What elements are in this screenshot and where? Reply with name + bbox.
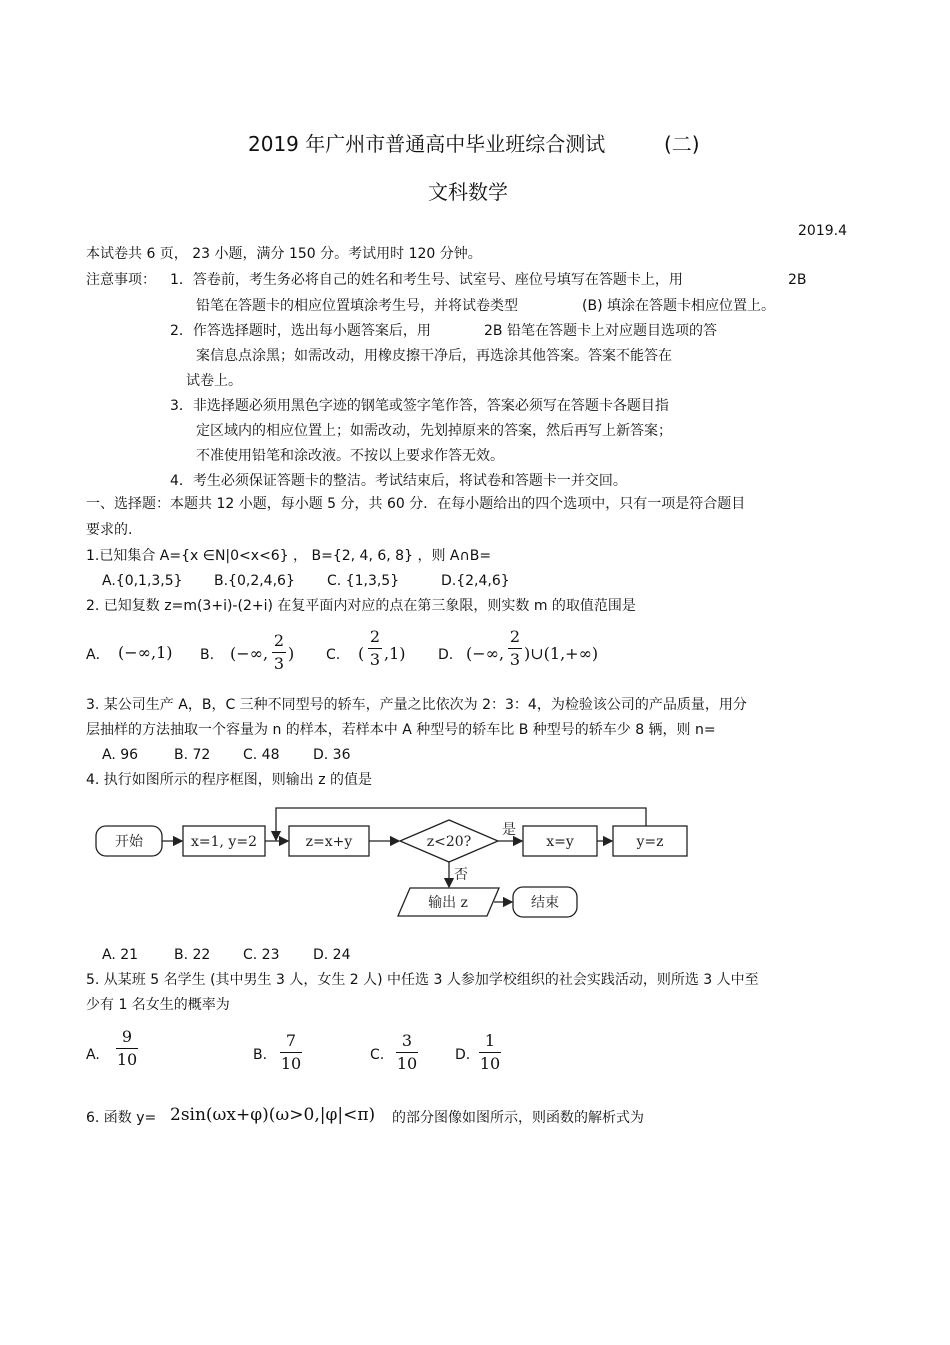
q3-option-a: A. 96 bbox=[102, 747, 139, 763]
q2-option-a-label: A． bbox=[86, 647, 110, 663]
q4-flowchart bbox=[90, 800, 700, 928]
flow-assign-z-label: z=x+y bbox=[305, 834, 353, 850]
note-2-line-3: 试卷上。 bbox=[186, 373, 242, 389]
q2-option-d-post: )∪(1,+∞) bbox=[524, 644, 599, 663]
flow-end-label: 结束 bbox=[531, 895, 559, 911]
flow-yes-label: 是 bbox=[502, 822, 516, 838]
q2-option-d-fraction bbox=[508, 628, 522, 669]
q5-option-b-fraction bbox=[280, 1032, 302, 1073]
q2-option-d-label: D. bbox=[438, 647, 454, 663]
fraction-bar bbox=[280, 1052, 302, 1053]
note-1-line-2: 铅笔在答题卡的相应位置填涂考生号，并将试卷类型 bbox=[196, 298, 518, 314]
q5-a-numerator: 9 bbox=[121, 1027, 133, 1046]
q1-option-a: A.{0,1,3,5} bbox=[102, 573, 183, 589]
q5-option-c-fraction bbox=[396, 1032, 418, 1073]
q4-option-d: D. 24 bbox=[313, 947, 351, 963]
q4-option-b: B. 22 bbox=[174, 947, 211, 963]
q5-d-denominator: 10 bbox=[479, 1054, 501, 1073]
note-1-line-2b: (B) 填涂在答题卡相应位置上。 bbox=[582, 298, 775, 314]
flow-assign-y-label: y=z bbox=[636, 834, 664, 850]
fraction-bar bbox=[272, 652, 286, 653]
flow-assign-x-label: x=y bbox=[546, 834, 574, 850]
q2-d-numerator: 2 bbox=[509, 627, 521, 646]
q5-option-b-label: B. bbox=[253, 1047, 268, 1063]
note-2-line-2: 案信息点涂黑；如需改动，用橡皮擦干净后，再选涂其他答案。答案不能答在 bbox=[196, 348, 672, 364]
section-1-heading: 一、选择题：本题共 12 小题，每小题 5 分，共 60 分．在每小题给出的四个选项中，只有一项是符合题目 bbox=[86, 496, 746, 512]
q1-option-c: C. {1,3,5} bbox=[327, 573, 400, 589]
note-3-line-3: 不准使用铅笔和涂改液。不按以上要求作答无效。 bbox=[196, 448, 504, 464]
q4-option-a: A. 21 bbox=[102, 947, 139, 963]
q2-option-c-post: ,1) bbox=[384, 644, 406, 663]
q2-d-denominator: 3 bbox=[509, 650, 521, 669]
q3-stem-line-2: 层抽样的方法抽取一个容量为 n 的样本，若样本中 A 种型号的轿车比 B 种型号的轿车少 8 辆，则 n= bbox=[86, 722, 716, 738]
q2-option-a-expr: (−∞,1) bbox=[118, 643, 173, 662]
q5-a-denominator: 10 bbox=[116, 1050, 138, 1069]
q2-stem: 2. 已知复数 z=m(3+i)-(2+i) 在复平面内对应的点在第三象限，则实数 m 的取值范围是 bbox=[86, 598, 636, 614]
q3-option-d: D. 36 bbox=[313, 747, 351, 763]
q2-option-b-pre: (−∞, bbox=[230, 644, 269, 663]
flow-no-label: 否 bbox=[454, 867, 468, 883]
q3-option-c: C. 48 bbox=[243, 747, 280, 763]
fraction-bar bbox=[368, 648, 382, 649]
note-2-line-1b: 2B 铅笔在答题卡上对应题目选项的答 bbox=[484, 323, 717, 339]
q5-d-numerator: 1 bbox=[484, 1031, 496, 1050]
q2-option-b-fraction bbox=[272, 632, 286, 673]
flow-init-label: x=1, y=2 bbox=[191, 834, 257, 850]
fraction-bar bbox=[479, 1052, 501, 1053]
q2-option-b-post: ) bbox=[288, 644, 295, 663]
flow-start-label: 开始 bbox=[115, 834, 143, 850]
q6-prefix: 6. 函数 y= bbox=[86, 1110, 157, 1126]
q5-c-numerator: 3 bbox=[401, 1031, 413, 1050]
fraction-bar bbox=[508, 648, 522, 649]
q2-option-b-label: B. bbox=[200, 647, 215, 663]
q5-b-numerator: 7 bbox=[285, 1031, 297, 1050]
q3-option-b: B. 72 bbox=[174, 747, 211, 763]
q2-option-c-label: C. bbox=[326, 647, 341, 663]
note-3-line-2: 定区域内的相应位置上；如需改动，先划掉原来的答案，然后再写上新答案； bbox=[196, 423, 672, 439]
note-1-2b: 2B bbox=[788, 272, 807, 288]
q4-option-c: C. 23 bbox=[243, 947, 280, 963]
q5-b-denominator: 10 bbox=[280, 1054, 302, 1073]
q5-option-c-label: C. bbox=[370, 1047, 385, 1063]
q6-suffix: 的部分图像如图所示，则函数的解析式为 bbox=[392, 1110, 644, 1126]
q2-b-numerator: 2 bbox=[273, 631, 285, 650]
q5-stem-line-1: 5. 从某班 5 名学生 (其中男生 3 人，女生 2 人) 中任选 3 人参加学校组织的社会实践活动，则所选 3 人中至 bbox=[86, 972, 759, 988]
q2-option-c-fraction bbox=[368, 628, 382, 669]
q3-stem-line-1: 3. 某公司生产 A，B，C 三种不同型号的轿车，产量之比依次为 2：3：4，为检验该公司的产品质量，用分 bbox=[86, 697, 747, 713]
exam-title-suffix: (二) bbox=[664, 132, 700, 156]
q1-option-d: D.{2,4,6} bbox=[441, 573, 510, 589]
q5-option-d-label: D. bbox=[455, 1047, 471, 1063]
fraction-bar bbox=[396, 1052, 418, 1053]
q6-formula: 2sin(ωx+φ)(ω>0,|φ|<π) bbox=[170, 1105, 376, 1125]
q5-stem-line-2: 少有 1 名女生的概率为 bbox=[86, 997, 230, 1013]
q2-c-numerator: 2 bbox=[369, 627, 381, 646]
exam-date: 2019.4 bbox=[798, 223, 847, 239]
exam-subtitle: 文科数学 bbox=[428, 180, 508, 204]
flow-condition-label: z<20? bbox=[426, 834, 472, 850]
section-1-heading-cont: 要求的. bbox=[86, 522, 133, 538]
q1-option-b: B.{0,2,4,6} bbox=[214, 573, 295, 589]
q5-option-a-fraction bbox=[116, 1028, 138, 1069]
notes-label: 注意事项： bbox=[86, 272, 156, 288]
q4-stem: 4. 执行如图所示的程序框图，则输出 z 的值是 bbox=[86, 772, 373, 788]
q5-option-a-label: A. bbox=[86, 1047, 100, 1063]
note-1-line-1: 1．答卷前，考生务必将自己的姓名和考生号、试室号、座位号填写在答题卡上，用 bbox=[170, 272, 683, 288]
q2-option-c-pre: ( bbox=[358, 644, 365, 663]
note-3-line-1: 3．非选择题必须用黑色字迹的钢笔或签字笔作答，答案必须写在答题卡各题目指 bbox=[170, 398, 669, 414]
exam-title: 2019 年广州市普通高中毕业班综合测试 bbox=[248, 132, 606, 156]
q2-option-d-pre: (−∞, bbox=[466, 644, 505, 663]
q5-c-denominator: 10 bbox=[396, 1054, 418, 1073]
q1-stem: 1.已知集合 A={x ∈N|0<x<6} ， B={2, 4, 6, 8} ，则 A∩B= bbox=[86, 548, 492, 564]
q2-c-denominator: 3 bbox=[369, 650, 381, 669]
flow-output-label: 输出 z bbox=[428, 895, 468, 911]
fraction-bar bbox=[116, 1048, 138, 1049]
note-2-line-1: 2．作答选择题时，选出每小题答案后，用 bbox=[170, 323, 431, 339]
q5-option-d-fraction bbox=[479, 1032, 501, 1073]
note-4: 4．考生必须保证答题卡的整洁。考试结束后，将试卷和答题卡一并交回。 bbox=[170, 473, 627, 489]
q2-b-denominator: 3 bbox=[273, 654, 285, 673]
exam-summary: 本试卷共 6 页， 23 小题，满分 150 分。考试用时 120 分钟。 bbox=[86, 246, 482, 262]
